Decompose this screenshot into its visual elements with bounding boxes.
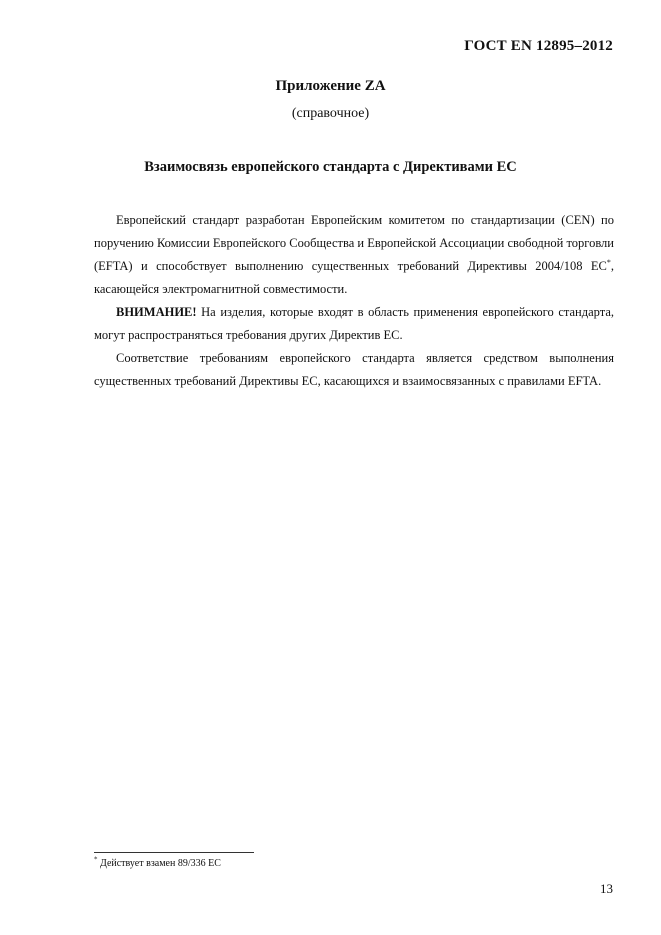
- paragraph-2-text: На изделия, которые входят в область применения европейского стандарта, могут распространяться требования других Директив ЕС.: [94, 305, 614, 342]
- footnote-divider: [94, 852, 254, 853]
- footnote: [94, 855, 221, 869]
- paragraph-1: [94, 209, 614, 301]
- body-text: [94, 209, 614, 393]
- paragraph-2: [94, 301, 614, 347]
- paragraph-3: [94, 347, 614, 393]
- footnote-mark: *: [94, 855, 98, 864]
- footnote-reference: *: [606, 257, 611, 267]
- annex-subtitle: (справочное): [291, 106, 370, 121]
- footnote-text: Действует взамен 89/336 ЕС: [97, 858, 221, 869]
- paragraph-1-text: Европейский стандарт разработан Европейским комитетом по стандартизации (CEN) по поручению Комиссии Европейского Сообщества и Европейской Ассоциации свободной торговли (EFTA) и способствует выполнению существенных требований Директивы 2004/108 ЕС: [94, 213, 614, 273]
- attention-label: ВНИМАНИЕ!: [116, 305, 197, 319]
- section-title: Взаимосвязь европейского стандарта с Директивами ЕС: [144, 159, 517, 175]
- annex-title: Приложение ZA: [275, 78, 386, 94]
- standard-code-header: ГОСТ EN 12895–2012: [464, 38, 613, 54]
- page-number: 13: [600, 881, 613, 896]
- paragraph-3-text: Соответствие требованиям европейского стандарта является средством выполнения существенных требований Директивы ЕС, касающихся и взаимосвязанных с правилами EFTA.: [94, 351, 614, 388]
- paragraph-1-tail: , касающейся электромагнитной совместимости.: [94, 259, 614, 296]
